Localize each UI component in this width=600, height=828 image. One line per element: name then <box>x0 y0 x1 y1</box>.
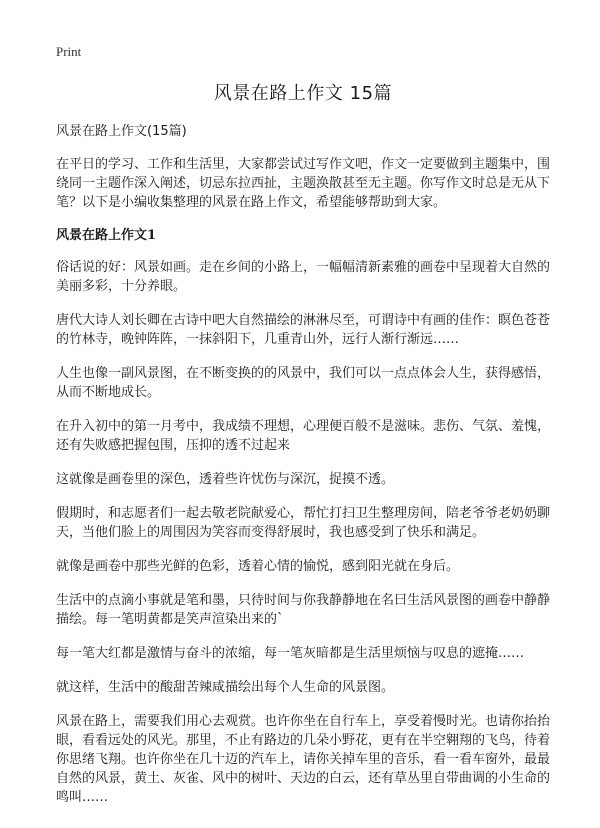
paragraph: 这就像是画卷里的深色，透着些许忧伤与深沉，捉摸不透。 <box>56 472 395 487</box>
paragraph: 俗话说的好：风景如画。走在乡间的小路上，一幅幅清新素雅的画卷中呈现着大自然的美丽多彩，十分养眼。 <box>56 260 551 294</box>
paragraph: 风景在路上，需要我们用心去观赏。也许你坐在自行车上，享受着慢时光。也请你抬抬眼，看看远处的风光。那里，不止有路边的几朵小野花，更有在半空翱翔的飞鸟，待着你思绪飞翔。也许你坐在几十迈的汽车上，请你关掉车里的音乐，看一看车窗外，最最自然的风景，黄土、灰雀、风中的树叶、天边的白云，还有草丛里自带曲调的小生命的鸣叫…… <box>56 714 551 805</box>
paragraph: 人生也像一副风景图，在不断变换的的风景中，我们可以一点点体会人生，获得感悟，从而不断地成长。 <box>56 366 551 400</box>
paragraph: 生活中的点滴小事就是笔和墨，只待时间与你我静静地在名曰生活风景图的画卷中静静描绘。每一笔明黄都是笑声渲染出来的` <box>56 593 551 627</box>
page-title: 风景在路上作文 15篇 <box>213 83 393 104</box>
paragraph: 每一笔大红都是激情与奋斗的浓缩，每一笔灰暗都是生活里烦恼与叹息的遮掩…… <box>56 646 525 661</box>
intro-paragraph: 在平日的学习、工作和生活里，大家都尝试过写作文吧，作文一定要做到主题集中，围绕同一主题作深入阐述，切忌东拉西扯，主题涣散甚至无主题。你写作文时总是无从下笔？以下是小编收集整理的风景在路上作文，希望能够帮助到大家。 <box>56 157 551 210</box>
paragraph: 就这样，生活中的酸甜苦辣咸描绘出每个人生命的风景图。 <box>56 680 395 695</box>
print-label: Print <box>56 44 82 59</box>
paragraph: 就像是画卷中那些光鲜的色彩，透着心情的愉悦，感到阳光就在身后。 <box>56 559 460 574</box>
paragraph: 在升入初中的第一月考中，我成绩不理想，心理便百般不是滋味。悲伤、气氛、羞愧，还有失败感把握包围，压抑的透不过起来 <box>56 419 551 453</box>
section-heading: 风景在路上作文1 <box>56 228 157 243</box>
paragraph: 假期时，和志愿者们一起去敬老院献爱心，帮忙打扫卫生整理房间，陪老爷爷老奶奶聊天，当他们脸上的周围因为笑容而变得舒展时，我也感受到了快乐和满足。 <box>56 506 551 540</box>
document-subtitle: 风景在路上作文(15篇) <box>56 124 187 139</box>
paragraph: 唐代大诗人刘长卿在古诗中吧大自然描绘的淋淋尽至，可谓诗中有画的佳作：瞑色苍苍的竹林寺，晚钟阵阵，一抹斜阳下，几重青山外，远行人渐行渐远…… <box>56 313 551 347</box>
